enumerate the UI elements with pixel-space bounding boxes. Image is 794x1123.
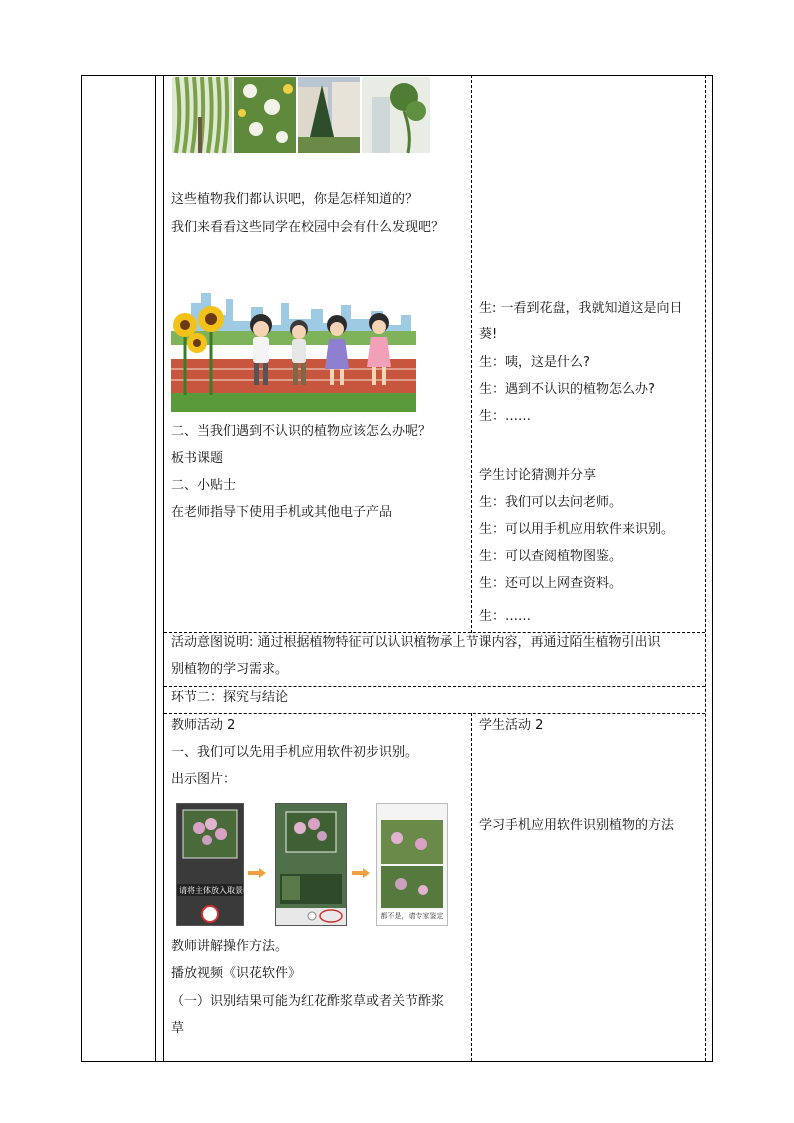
inner-frame-right-dash bbox=[705, 75, 706, 1061]
student-line-sunflower: 生: 一看到花盘，我就知道这是向日 bbox=[479, 301, 683, 316]
table-outer-left bbox=[81, 75, 82, 1061]
phone-list-caption: 都不是，请专家鉴定 bbox=[380, 912, 444, 920]
phone-screenshot-capture bbox=[176, 803, 251, 926]
intent-line-1: 活动意图说明: 通过根据植物特征可以认识植物承上节课内容，再通过陌生植物引出识 bbox=[171, 635, 661, 650]
section2-title-bottom-line bbox=[164, 713, 705, 714]
column-divider-lower bbox=[471, 713, 472, 1061]
teacher-activity-header: 教师活动 2 bbox=[171, 718, 236, 733]
question-how-know: 这些植物我们都认识吧，你是怎样知道的？ bbox=[171, 192, 419, 207]
phone-screenshot-list bbox=[376, 803, 448, 926]
plant-photo-strip bbox=[172, 77, 430, 153]
student-activity-header: 学生活动 2 bbox=[479, 718, 544, 733]
intent-bottom-line bbox=[164, 686, 705, 687]
student-line-what: 生：咦，这是什么? bbox=[479, 355, 590, 370]
arrow-icon-2 bbox=[352, 863, 370, 882]
tip-title: 二、小贴士 bbox=[171, 478, 237, 493]
table-left-column-border bbox=[155, 75, 156, 1061]
phone-screenshot-result bbox=[275, 803, 347, 926]
student-line-atlas: 生：可以查阅植物图鉴。 bbox=[479, 549, 623, 564]
student-discuss: 学生讨论猜测并分享 bbox=[479, 468, 597, 483]
play-video: 播放视频《识花软件》 bbox=[171, 966, 302, 981]
result-line-1: （一）识别结果可能为红花酢浆草或者关节酢浆 bbox=[171, 994, 445, 1009]
arrow-icon-1 bbox=[248, 863, 266, 882]
table-outer-bottom bbox=[81, 1061, 713, 1062]
table-outer-right bbox=[712, 75, 713, 1061]
step-app-identify: 一、我们可以先用手机应用软件初步识别。 bbox=[171, 745, 419, 760]
question-discover: 我们来看看这些同学在校园中会有什么发现吧？ bbox=[171, 220, 445, 235]
student-line-sunflower-cont: 葵! bbox=[479, 327, 498, 342]
section2-title: 环节二：探究与结论 bbox=[171, 690, 289, 705]
student-line-ask-teacher: 生：我们可以去问老师。 bbox=[479, 495, 623, 510]
student-line-internet: 生：还可以上网查资料。 bbox=[479, 576, 623, 591]
inner-frame-left bbox=[163, 75, 164, 1061]
board-title-note: 板书课题 bbox=[171, 451, 224, 466]
column-divider-upper bbox=[471, 75, 472, 633]
tip-text: 在老师指导下使用手机或其他电子产品 bbox=[171, 505, 393, 520]
intent-top-line bbox=[164, 632, 705, 633]
student-line-unknown: 生：遇到不认识的植物怎么办? bbox=[479, 382, 655, 397]
intent-line-2: 别植物的学习需求。 bbox=[171, 662, 289, 677]
table-outer-top bbox=[81, 75, 713, 76]
result-line-2: 草 bbox=[171, 1021, 185, 1036]
student-line-use-app: 生：可以用手机应用软件来识别。 bbox=[479, 522, 675, 537]
question-unknown-plant: 二、当我们遇到不认识的植物应该怎么办呢？ bbox=[171, 424, 432, 439]
explain-operation: 教师讲解操作方法。 bbox=[171, 939, 289, 954]
student-learn-method: 学习手机应用软件识别植物的方法 bbox=[479, 818, 675, 833]
show-pictures: 出示图片： bbox=[171, 772, 237, 787]
student-line-ellipsis-1: 生：…… bbox=[479, 409, 532, 424]
cartoon-children-campus bbox=[171, 285, 416, 412]
phone-capture-caption: 请将主体放入取景框 bbox=[179, 886, 251, 895]
student-line-ellipsis-2: 生：…… bbox=[479, 609, 532, 624]
